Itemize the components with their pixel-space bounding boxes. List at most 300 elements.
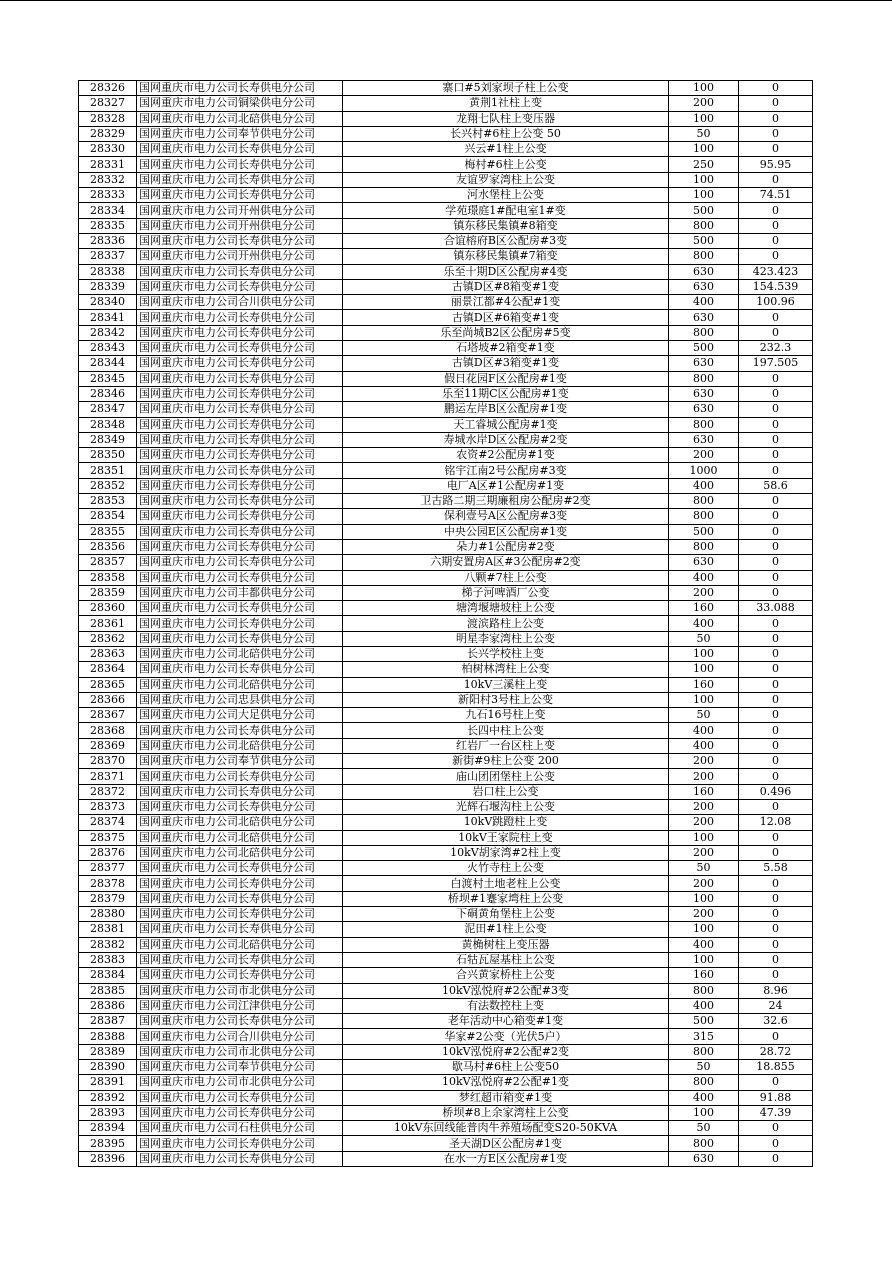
capacity-cell: 800	[669, 417, 739, 432]
load-value-cell: 0	[739, 631, 813, 646]
capacity-cell: 400	[669, 1090, 739, 1105]
table-row	[79, 968, 813, 983]
row-id-cell: 28383	[79, 952, 137, 967]
load-value-cell: 0	[739, 922, 813, 937]
transformer-name-cell: 合兴黄家桥柱上公变	[343, 968, 669, 983]
load-value-cell: 0	[739, 1151, 813, 1166]
company-cell: 国网重庆市电力公司开州供电分公司	[137, 249, 343, 264]
load-value-cell: 0	[739, 876, 813, 891]
table-row	[79, 524, 813, 539]
capacity-cell: 500	[669, 203, 739, 218]
transformer-name-cell: 丽景江都#4公配#1变	[343, 295, 669, 310]
load-value-cell: 0	[739, 386, 813, 401]
capacity-cell: 400	[669, 478, 739, 493]
table-row	[79, 1136, 813, 1151]
table-row	[79, 1060, 813, 1075]
load-value-cell: 0	[739, 463, 813, 478]
transformer-name-cell: 古镇D区#8箱变#1变	[343, 279, 669, 294]
company-cell: 国网重庆市电力公司开州供电分公司	[137, 203, 343, 218]
company-cell: 国网重庆市电力公司长寿供电分公司	[137, 157, 343, 172]
table-row	[79, 188, 813, 203]
company-cell: 国网重庆市电力公司长寿供电分公司	[137, 264, 343, 279]
capacity-cell: 160	[669, 601, 739, 616]
transformer-name-cell: 光辉石堰沟柱上公变	[343, 799, 669, 814]
capacity-cell: 200	[669, 769, 739, 784]
transformer-name-cell: 镇东移民集镇#8箱变	[343, 218, 669, 233]
row-id-cell: 28386	[79, 998, 137, 1013]
load-value-cell: 0	[739, 203, 813, 218]
load-value-cell: 0	[739, 218, 813, 233]
transformer-name-cell: 庙山团团堡柱上公变	[343, 769, 669, 784]
capacity-cell: 100	[669, 172, 739, 187]
table-row	[79, 952, 813, 967]
capacity-cell: 800	[669, 983, 739, 998]
capacity-cell: 100	[669, 922, 739, 937]
capacity-cell: 630	[669, 402, 739, 417]
company-cell: 国网重庆市电力公司长寿供电分公司	[137, 310, 343, 325]
table-row	[79, 341, 813, 356]
company-cell: 国网重庆市电力公司长寿供电分公司	[137, 876, 343, 891]
table-row	[79, 218, 813, 233]
load-value-cell: 0	[739, 891, 813, 906]
table-row	[79, 172, 813, 187]
transformer-name-cell: 学苑璟庭1#配电室1#变	[343, 203, 669, 218]
table-row	[79, 738, 813, 753]
company-cell: 国网重庆市电力公司合川供电分公司	[137, 295, 343, 310]
company-cell: 国网重庆市电力公司奉节供电分公司	[137, 1060, 343, 1075]
capacity-cell: 200	[669, 754, 739, 769]
table-row	[79, 891, 813, 906]
capacity-cell: 200	[669, 815, 739, 830]
row-id-cell: 28373	[79, 799, 137, 814]
transformer-name-cell: 友谊罗家湾柱上公变	[343, 172, 669, 187]
table-row	[79, 861, 813, 876]
load-value-cell: 95.95	[739, 157, 813, 172]
load-value-cell: 0	[739, 494, 813, 509]
transformer-name-cell: 假日花园F区公配房#1变	[343, 371, 669, 386]
company-cell: 国网重庆市电力公司长寿供电分公司	[137, 555, 343, 570]
load-value-cell: 100.96	[739, 295, 813, 310]
capacity-cell: 100	[669, 830, 739, 845]
company-cell: 国网重庆市电力公司长寿供电分公司	[137, 922, 343, 937]
transformer-name-cell: 合谊榕府B区公配房#3变	[343, 233, 669, 248]
company-cell: 国网重庆市电力公司北碚供电分公司	[137, 815, 343, 830]
transformer-name-cell: 古镇D区#6箱变#1变	[343, 310, 669, 325]
company-cell: 国网重庆市电力公司长寿供电分公司	[137, 386, 343, 401]
row-id-cell: 28336	[79, 233, 137, 248]
row-id-cell: 28360	[79, 601, 137, 616]
company-cell: 国网重庆市电力公司长寿供电分公司	[137, 570, 343, 585]
table-row	[79, 509, 813, 524]
capacity-cell: 200	[669, 585, 739, 600]
row-id-cell: 28333	[79, 188, 137, 203]
row-id-cell: 28369	[79, 738, 137, 753]
row-id-cell: 28348	[79, 417, 137, 432]
company-cell: 国网重庆市电力公司长寿供电分公司	[137, 1136, 343, 1151]
table-row	[79, 876, 813, 891]
table-row	[79, 1075, 813, 1090]
capacity-cell: 1000	[669, 463, 739, 478]
load-value-cell: 8.96	[739, 983, 813, 998]
row-id-cell: 28381	[79, 922, 137, 937]
load-value-cell: 5.58	[739, 861, 813, 876]
capacity-cell: 250	[669, 157, 739, 172]
load-value-cell: 0	[739, 570, 813, 585]
table-row	[79, 386, 813, 401]
row-id-cell: 28377	[79, 861, 137, 876]
transformer-name-cell: 下硐黄角堡柱上公变	[343, 907, 669, 922]
table-row	[79, 601, 813, 616]
transformer-name-cell: 岩口柱上公变	[343, 784, 669, 799]
row-id-cell: 28362	[79, 631, 137, 646]
table-row	[79, 478, 813, 493]
capacity-cell: 50	[669, 861, 739, 876]
transformer-name-cell: 长兴学校柱上变	[343, 646, 669, 661]
transformer-name-cell: 10kV三溪柱上变	[343, 677, 669, 692]
transformer-name-cell: 乐至尚城B2区公配房#5变	[343, 325, 669, 340]
load-value-cell: 0	[739, 799, 813, 814]
capacity-cell: 400	[669, 295, 739, 310]
transformer-name-cell: 华家#2公变（光伏5户）	[343, 1029, 669, 1044]
row-id-cell: 28352	[79, 478, 137, 493]
company-cell: 国网重庆市电力公司长寿供电分公司	[137, 784, 343, 799]
company-cell: 国网重庆市电力公司长寿供电分公司	[137, 371, 343, 386]
capacity-cell: 800	[669, 371, 739, 386]
transformer-name-cell: 古镇D区#3箱变#1变	[343, 356, 669, 371]
transformer-name-cell: 朵力#1公配房#2变	[343, 539, 669, 554]
transformer-name-cell: 河水堡柱上公变	[343, 188, 669, 203]
row-id-cell: 28344	[79, 356, 137, 371]
company-cell: 国网重庆市电力公司长寿供电分公司	[137, 188, 343, 203]
transformer-name-cell: 10kV东回线能普肉牛养殖场配变S20-50KVA	[343, 1121, 669, 1136]
company-cell: 国网重庆市电力公司长寿供电分公司	[137, 601, 343, 616]
company-cell: 国网重庆市电力公司长寿供电分公司	[137, 402, 343, 417]
capacity-cell: 400	[669, 998, 739, 1013]
company-cell: 国网重庆市电力公司铜梁供电分公司	[137, 96, 343, 111]
capacity-cell: 50	[669, 1060, 739, 1075]
company-cell: 国网重庆市电力公司北碚供电分公司	[137, 937, 343, 952]
company-cell: 国网重庆市电力公司长寿供电分公司	[137, 341, 343, 356]
capacity-cell: 800	[669, 494, 739, 509]
table-row	[79, 830, 813, 845]
load-value-cell: 0	[739, 111, 813, 126]
company-cell: 国网重庆市电力公司长寿供电分公司	[137, 233, 343, 248]
company-cell: 国网重庆市电力公司长寿供电分公司	[137, 539, 343, 554]
table-row	[79, 708, 813, 723]
company-cell: 国网重庆市电力公司长寿供电分公司	[137, 279, 343, 294]
row-id-cell: 28385	[79, 983, 137, 998]
capacity-cell: 100	[669, 692, 739, 707]
row-id-cell: 28326	[79, 81, 137, 96]
capacity-cell: 100	[669, 111, 739, 126]
table-row	[79, 463, 813, 478]
load-value-cell: 0	[739, 371, 813, 386]
company-cell: 国网重庆市电力公司市北供电分公司	[137, 1075, 343, 1090]
capacity-cell: 500	[669, 524, 739, 539]
table-row	[79, 1014, 813, 1029]
company-cell: 国网重庆市电力公司长寿供电分公司	[137, 799, 343, 814]
row-id-cell: 28351	[79, 463, 137, 478]
load-value-cell: 0	[739, 555, 813, 570]
row-id-cell: 28387	[79, 1014, 137, 1029]
capacity-cell: 800	[669, 1044, 739, 1059]
row-id-cell: 28346	[79, 386, 137, 401]
company-cell: 国网重庆市电力公司北碚供电分公司	[137, 738, 343, 753]
company-cell: 国网重庆市电力公司北碚供电分公司	[137, 111, 343, 126]
transformer-name-cell: 寿城水岸D区公配房#2变	[343, 432, 669, 447]
capacity-cell: 800	[669, 509, 739, 524]
company-cell: 国网重庆市电力公司奉节供电分公司	[137, 754, 343, 769]
table-row	[79, 662, 813, 677]
row-id-cell: 28338	[79, 264, 137, 279]
transformer-name-cell: 石塔坡#2箱变#1变	[343, 341, 669, 356]
transformer-name-cell: 镇东移民集镇#7箱变	[343, 249, 669, 264]
table-row	[79, 81, 813, 96]
company-cell: 国网重庆市电力公司北碚供电分公司	[137, 646, 343, 661]
table-row	[79, 570, 813, 585]
company-cell: 国网重庆市电力公司石柱供电分公司	[137, 1121, 343, 1136]
row-id-cell: 28367	[79, 708, 137, 723]
capacity-cell: 100	[669, 1105, 739, 1120]
capacity-cell: 630	[669, 356, 739, 371]
row-id-cell: 28355	[79, 524, 137, 539]
row-id-cell: 28349	[79, 432, 137, 447]
row-id-cell: 28341	[79, 310, 137, 325]
capacity-cell: 400	[669, 616, 739, 631]
transformer-name-cell: 桥坝#1蹇家塆柱上公变	[343, 891, 669, 906]
transformer-name-cell: 圣天湖D区公配房#1变	[343, 1136, 669, 1151]
transformer-table	[78, 80, 813, 1167]
row-id-cell: 28394	[79, 1121, 137, 1136]
load-value-cell: 154.539	[739, 279, 813, 294]
capacity-cell: 800	[669, 218, 739, 233]
load-value-cell: 0	[739, 585, 813, 600]
load-value-cell: 0	[739, 81, 813, 96]
transformer-name-cell: 天工睿城公配房#1变	[343, 417, 669, 432]
table-row	[79, 692, 813, 707]
row-id-cell: 28384	[79, 968, 137, 983]
transformer-name-cell: 新街#9柱上公变 200	[343, 754, 669, 769]
capacity-cell: 200	[669, 96, 739, 111]
capacity-cell: 800	[669, 325, 739, 340]
table-row	[79, 616, 813, 631]
table-row	[79, 646, 813, 661]
row-id-cell: 28340	[79, 295, 137, 310]
load-value-cell: 0	[739, 402, 813, 417]
row-id-cell: 28343	[79, 341, 137, 356]
load-value-cell: 0	[739, 432, 813, 447]
table-row	[79, 723, 813, 738]
capacity-cell: 100	[669, 662, 739, 677]
row-id-cell: 28379	[79, 891, 137, 906]
row-id-cell: 28391	[79, 1075, 137, 1090]
table-row	[79, 845, 813, 860]
capacity-cell: 50	[669, 631, 739, 646]
load-value-cell: 32.6	[739, 1014, 813, 1029]
row-id-cell: 28396	[79, 1151, 137, 1166]
row-id-cell: 28331	[79, 157, 137, 172]
table-row	[79, 585, 813, 600]
load-value-cell: 0.496	[739, 784, 813, 799]
transformer-name-cell: 乐至11期C区公配房#1变	[343, 386, 669, 401]
load-value-cell: 0	[739, 937, 813, 952]
row-id-cell: 28330	[79, 142, 137, 157]
load-value-cell: 24	[739, 998, 813, 1013]
load-value-cell: 0	[739, 126, 813, 141]
load-value-cell: 0	[739, 509, 813, 524]
capacity-cell: 630	[669, 386, 739, 401]
table-row	[79, 417, 813, 432]
row-id-cell: 28327	[79, 96, 137, 111]
company-cell: 国网重庆市电力公司北碚供电分公司	[137, 845, 343, 860]
company-cell: 国网重庆市电力公司市北供电分公司	[137, 1044, 343, 1059]
company-cell: 国网重庆市电力公司长寿供电分公司	[137, 509, 343, 524]
row-id-cell: 28361	[79, 616, 137, 631]
transformer-name-cell: 梅村#6柱上公变	[343, 157, 669, 172]
company-cell: 国网重庆市电力公司长寿供电分公司	[137, 356, 343, 371]
load-value-cell: 58.6	[739, 478, 813, 493]
load-value-cell: 197.505	[739, 356, 813, 371]
load-value-cell: 0	[739, 646, 813, 661]
table-row	[79, 233, 813, 248]
transformer-name-cell: 农资#2公配房#1变	[343, 448, 669, 463]
company-cell: 国网重庆市电力公司长寿供电分公司	[137, 524, 343, 539]
transformer-name-cell: 黄桷树柱上变压器	[343, 937, 669, 952]
company-cell: 国网重庆市电力公司长寿供电分公司	[137, 448, 343, 463]
row-id-cell: 28339	[79, 279, 137, 294]
transformer-name-cell: 龙翔七队柱上变压器	[343, 111, 669, 126]
transformer-name-cell: 塘湾堰塘坡柱上公变	[343, 601, 669, 616]
company-cell: 国网重庆市电力公司长寿供电分公司	[137, 952, 343, 967]
row-id-cell: 28350	[79, 448, 137, 463]
table-row	[79, 983, 813, 998]
row-id-cell: 28372	[79, 784, 137, 799]
load-value-cell: 0	[739, 233, 813, 248]
load-value-cell: 0	[739, 448, 813, 463]
row-id-cell: 28345	[79, 371, 137, 386]
capacity-cell: 200	[669, 845, 739, 860]
table-row	[79, 402, 813, 417]
transformer-name-cell: 长四中柱上公变	[343, 723, 669, 738]
row-id-cell: 28356	[79, 539, 137, 554]
load-value-cell: 0	[739, 96, 813, 111]
table-row	[79, 356, 813, 371]
load-value-cell: 91.88	[739, 1090, 813, 1105]
load-value-cell: 0	[739, 325, 813, 340]
row-id-cell: 28389	[79, 1044, 137, 1059]
table-row	[79, 1121, 813, 1136]
transformer-name-cell: 10kV王家院柱上变	[343, 830, 669, 845]
row-id-cell: 28347	[79, 402, 137, 417]
company-cell: 国网重庆市电力公司长寿供电分公司	[137, 723, 343, 738]
table-row	[79, 754, 813, 769]
load-value-cell: 0	[739, 172, 813, 187]
company-cell: 国网重庆市电力公司市北供电分公司	[137, 983, 343, 998]
capacity-cell: 315	[669, 1029, 739, 1044]
company-cell: 国网重庆市电力公司江津供电分公司	[137, 998, 343, 1013]
load-value-cell: 47.39	[739, 1105, 813, 1120]
transformer-name-cell: 卫古路二期三期廉租房公配房#2变	[343, 494, 669, 509]
page-top-rule	[0, 0, 892, 1]
capacity-cell: 800	[669, 1075, 739, 1090]
capacity-cell: 160	[669, 677, 739, 692]
capacity-cell: 200	[669, 448, 739, 463]
load-value-cell: 0	[739, 723, 813, 738]
capacity-cell: 500	[669, 233, 739, 248]
row-id-cell: 28388	[79, 1029, 137, 1044]
load-value-cell: 0	[739, 692, 813, 707]
row-id-cell: 28353	[79, 494, 137, 509]
table-row	[79, 96, 813, 111]
company-cell: 国网重庆市电力公司长寿供电分公司	[137, 631, 343, 646]
table-row	[79, 555, 813, 570]
table-row	[79, 1029, 813, 1044]
table-row	[79, 1090, 813, 1105]
load-value-cell: 0	[739, 738, 813, 753]
row-id-cell: 28390	[79, 1060, 137, 1075]
row-id-cell: 28370	[79, 754, 137, 769]
capacity-cell: 160	[669, 968, 739, 983]
load-value-cell: 0	[739, 1121, 813, 1136]
transformer-name-cell: 黄荆1社柱上变	[343, 96, 669, 111]
table-row	[79, 279, 813, 294]
row-id-cell: 28374	[79, 815, 137, 830]
row-id-cell: 28359	[79, 585, 137, 600]
company-cell: 国网重庆市电力公司长寿供电分公司	[137, 494, 343, 509]
transformer-name-cell: 鹏运左岸B区公配房#1变	[343, 402, 669, 417]
load-value-cell: 232.3	[739, 341, 813, 356]
company-cell: 国网重庆市电力公司长寿供电分公司	[137, 325, 343, 340]
company-cell: 国网重庆市电力公司长寿供电分公司	[137, 968, 343, 983]
row-id-cell: 28334	[79, 203, 137, 218]
company-cell: 国网重庆市电力公司长寿供电分公司	[137, 432, 343, 447]
capacity-cell: 630	[669, 279, 739, 294]
transformer-name-cell: 铭宇江南2号公配房#3变	[343, 463, 669, 478]
table-row	[79, 264, 813, 279]
load-value-cell: 0	[739, 310, 813, 325]
load-value-cell: 0	[739, 708, 813, 723]
transformer-name-cell: 有法数控柱上变	[343, 998, 669, 1013]
company-cell: 国网重庆市电力公司长寿供电分公司	[137, 478, 343, 493]
row-id-cell: 28368	[79, 723, 137, 738]
transformer-name-cell: 梦红超市箱变#1变	[343, 1090, 669, 1105]
row-id-cell: 28354	[79, 509, 137, 524]
capacity-cell: 50	[669, 126, 739, 141]
capacity-cell: 100	[669, 952, 739, 967]
table-row	[79, 371, 813, 386]
row-id-cell: 28332	[79, 172, 137, 187]
load-value-cell: 0	[739, 830, 813, 845]
table-row	[79, 907, 813, 922]
capacity-cell: 500	[669, 341, 739, 356]
company-cell: 国网重庆市电力公司长寿供电分公司	[137, 1151, 343, 1166]
load-value-cell: 12.08	[739, 815, 813, 830]
transformer-name-cell: 中央公园E区公配房#1变	[343, 524, 669, 539]
capacity-cell: 400	[669, 723, 739, 738]
table-row	[79, 815, 813, 830]
transformer-name-cell: 乐至十期D区公配房#4变	[343, 264, 669, 279]
row-id-cell: 28363	[79, 646, 137, 661]
table-row	[79, 157, 813, 172]
load-value-cell: 0	[739, 662, 813, 677]
row-id-cell: 28335	[79, 218, 137, 233]
transformer-name-cell: 火竹寺柱上公变	[343, 861, 669, 876]
row-id-cell: 28376	[79, 845, 137, 860]
row-id-cell: 28371	[79, 769, 137, 784]
company-cell: 国网重庆市电力公司长寿供电分公司	[137, 891, 343, 906]
load-value-cell: 0	[739, 769, 813, 784]
transformer-name-cell: 兴云#1柱上公变	[343, 142, 669, 157]
